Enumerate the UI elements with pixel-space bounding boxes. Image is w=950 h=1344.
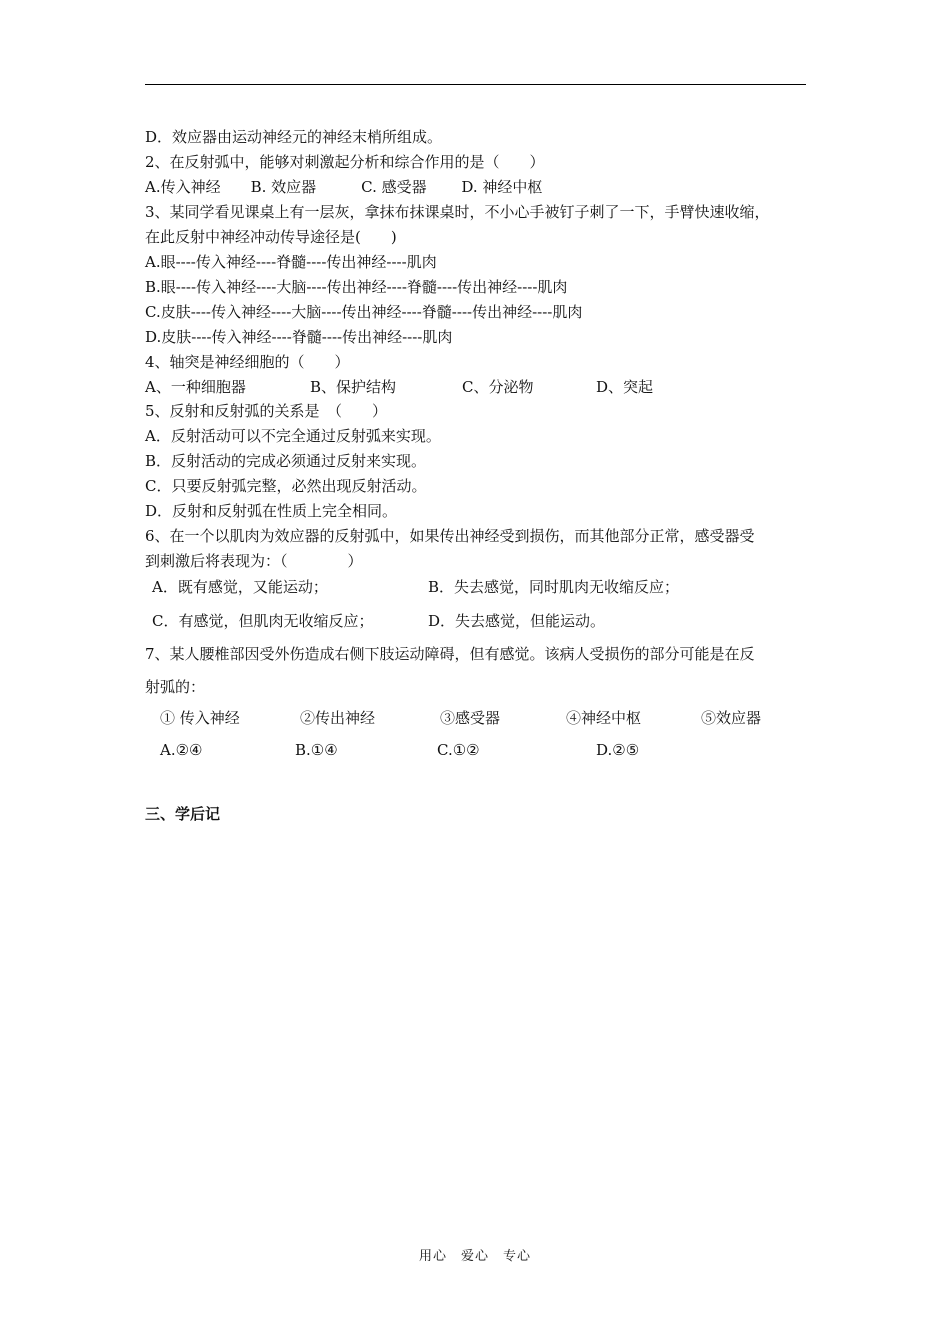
q7-option-d: D.②⑤ — [596, 741, 640, 759]
q2-options: A.传入神经 B. 效应器 C. 感受器 D. 神经中枢 — [145, 178, 543, 196]
q7-option-b: B.①④ — [295, 741, 338, 759]
q3-option-d: D.皮肤----传入神经----脊髓----传出神经----肌肉 — [145, 328, 453, 346]
q4-option-b: B、保护结构 — [310, 378, 397, 396]
q7-item-5: ⑤效应器 — [701, 709, 762, 727]
q5-stem: 5、反射和反射弧的关系是 （ ） — [145, 402, 388, 420]
q7-stem-line2: 射弧的： — [145, 678, 206, 696]
q6-option-d: D．失去感觉，但能运动。 — [428, 612, 606, 630]
q3-option-b: B.眼----传入神经----大脑----传出神经----脊髓----传出神经----肌肉 — [145, 278, 568, 296]
q3-stem-line1: 3、某同学看见课桌上有一层灰，拿抹布抹课桌时，不小心手被钉子刺了一下，手臂快速收缩， — [145, 203, 770, 221]
q6-stem-line2: 到刺激后将表现为：（ ） — [145, 552, 363, 570]
q6-stem-line1: 6、在一个以肌肉为效应器的反射弧中，如果传出神经受到损伤，而其他部分正常，感受器受 — [145, 527, 755, 545]
q6-option-a: A．既有感觉，又能运动； — [152, 578, 328, 596]
q4-option-d: D、突起 — [596, 378, 654, 396]
q7-item-2: ②传出神经 — [300, 709, 376, 727]
q4-option-a: A、一种细胞器 — [145, 378, 246, 396]
q2-stem: 2、在反射弧中，能够对刺激起分析和综合作用的是（ ） — [145, 153, 545, 171]
q6-option-b: B．失去感觉，同时肌肉无收缩反应； — [428, 578, 680, 596]
q5-option-c: C．只要反射弧完整，必然出现反射活动。 — [145, 477, 427, 495]
header-rule — [145, 84, 806, 85]
q7-stem-line1: 7、某人腰椎部因受外伤造成右侧下肢运动障碍，但有感觉。该病人受损伤的部分可能是在反 — [145, 645, 755, 663]
q5-option-b: B．反射活动的完成必须通过反射来实现。 — [145, 452, 427, 470]
q4-stem: 4、轴突是神经细胞的（ ） — [145, 353, 350, 371]
q5-option-d: D．反射和反射弧在性质上完全相同。 — [145, 502, 398, 520]
q6-option-c: C．有感觉，但肌肉无收缩反应； — [152, 612, 374, 630]
section-title: 三、学后记 — [145, 805, 221, 823]
page-footer: 用心 爱心 专心 — [418, 1249, 531, 1264]
q7-item-1: ① 传入神经 — [160, 709, 240, 727]
q1-option-d: D．效应器由运动神经元的神经末梢所组成。 — [145, 128, 443, 146]
q3-option-a: A.眼----传入神经----脊髓----传出神经----肌肉 — [145, 253, 437, 271]
q3-option-c: C.皮肤----传入神经----大脑----传出神经----脊髓----传出神经----肌肉 — [145, 303, 583, 321]
q4-option-c: C、分泌物 — [462, 378, 534, 396]
q3-stem-line2: 在此反射中神经冲动传导途径是( ) — [145, 228, 397, 246]
q7-option-a: A.②④ — [160, 741, 203, 759]
q7-item-4: ④神经中枢 — [566, 709, 642, 727]
q5-option-a: A．反射活动可以不完全通过反射弧来实现。 — [145, 427, 441, 445]
q7-item-3: ③感受器 — [440, 709, 501, 727]
q7-option-c: C.①② — [437, 741, 480, 759]
